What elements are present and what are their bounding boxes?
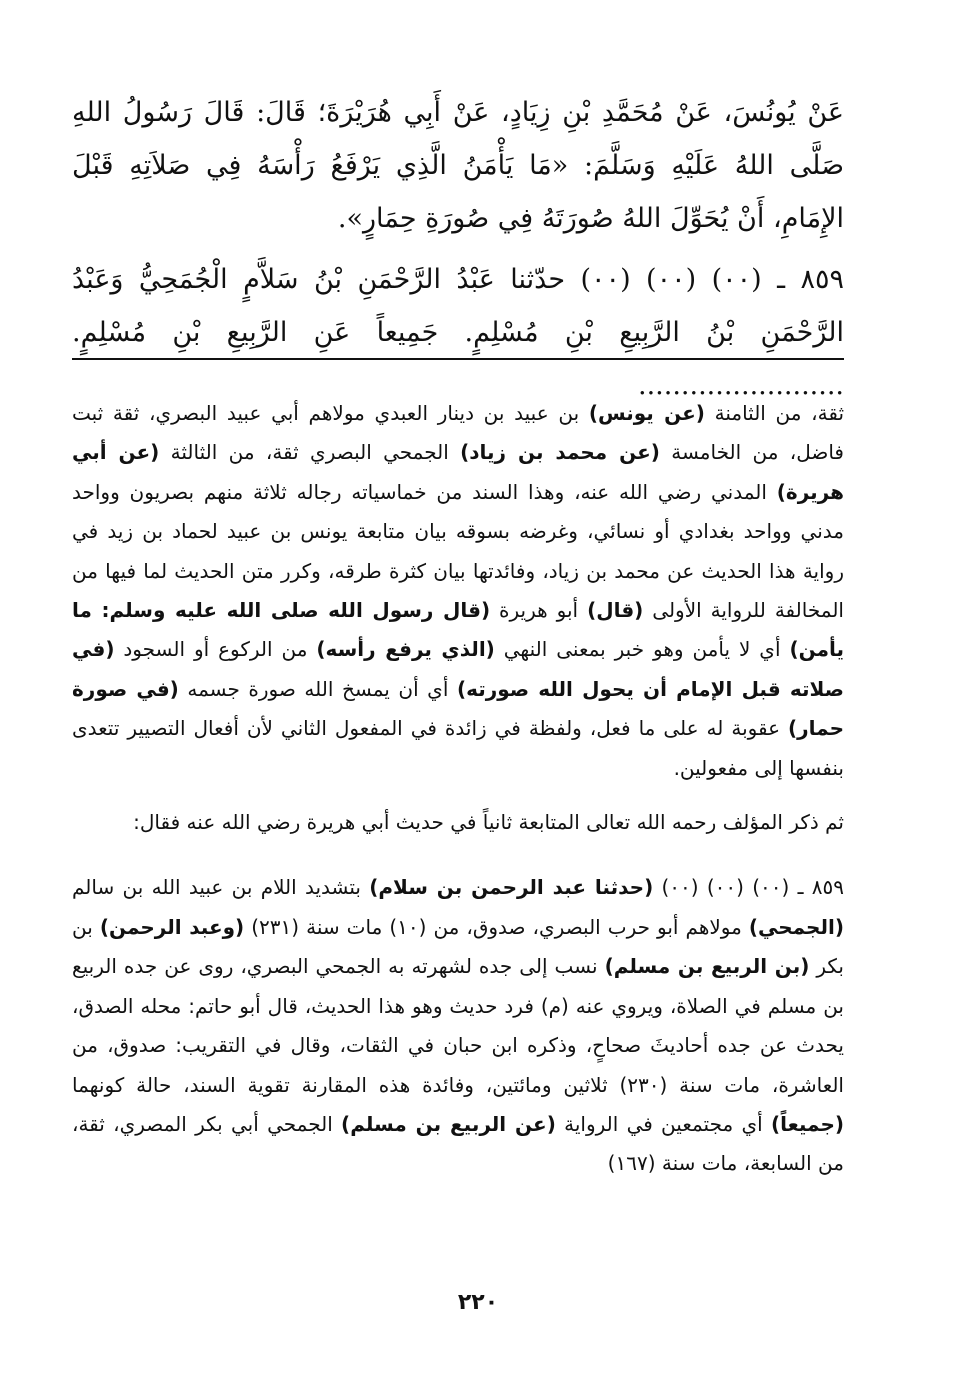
commentary-paragraph-2: ثم ذكر المؤلف رحمه الله تعالى المتابعة ثانياً في حديث أبي هريرة رضي الله عنه فقال: (133, 810, 844, 835)
commentary-text: أي أن يمسخ الله صورة جسمه (178, 676, 457, 701)
hadith-paragraph-2: ٨٥٩ ـ (٠٠) (٠٠) (٠٠) حدّثنا عَبْدُ الرَّحْمَنِ بْنُ سَلاَّمٍ الْجُمَحِيُّ وَعَبْدُ الرَّحْمَنِ بْنُ الرَّبِيعِ بْنِ مُسْلِمٍ. جَمِيعاً عَنِ الرَّبِيعِ بْنِ مُسْلِمٍ. ........................ (72, 264, 845, 401)
commentary-text: ثقة، من الثامنة (704, 401, 845, 425)
page-number: ٢٢٠ (457, 1290, 499, 1315)
commentary (72, 394, 844, 1199)
commentary-paragraph-1 (72, 394, 844, 788)
hadith-paragraph-1: عَنْ يُونُسَ، عَنْ مُحَمَّدِ بْنِ زِيَادٍ، عَنْ أَبِي هُرَيْرَةَ؛ قَالَ: قَالَ رَسُولُ اللهِ صَلَّى اللهُ عَلَيْهِ وَسَلَّمَ: «مَا يَأْمَنُ الَّذِي يَرْفَعُ رَأْسَهُ فِي صَلاَتِهِ قَبْلَ الإِمَامِ، أَنْ يُحَوِّلَ اللهُ صُورَتَهُ فِي صُورَةِ حِمَارٍ». (72, 97, 844, 234)
commentary-text: المدني رضي الله عنه، وهذا السند من خماسياته رجاله ثلاثة منهم بصريون وواحد مدني وواحد بغدادي أو نسائي، وغرضه بسوقه بيان متابعة يونس بن عبيد لحماد بن زيد في رواية هذا الحديث عن محمد بن زياد، وفائدتها بيان كثرة طرقه، وكرر متن الحديث لما فيها من المخالفة للرواية الأولى (72, 479, 844, 623)
bold-citation: (في صلاته قبل الإمام أن يحول الله صورته) (72, 637, 844, 701)
bold-citation: (بن الربيع بن مسلم) (604, 954, 810, 979)
bold-citation: (الذي يرفع رأسه) (316, 637, 495, 662)
commentary-text: نسب إلى جده لشهرته به الجمحي البصري، روى عن جده الربيع بن مسلم في الصلاة، ويروي عنه (م) فرد حديث وهو هذا الحديث، قال أبو حاتم: محله الصدق، يحدث عن جده أحاديثَ صحاحٍ، وذكره ابن حبان في الثقات، وقال في التقريب: صدوق، من العاشرة، مات سنة (٢٣٠) ثلاثين ومائتين، وفائدة هذه المقارنة تقوية السند، حالة كونهما (72, 954, 844, 1097)
commentary-text: أبو هريرة (490, 598, 588, 623)
commentary-text: بن عبيد بن دينار العبدي مولاهم أبي عبيد البصري، ثقة ثبت فاضل، من الخامسة (72, 401, 844, 465)
commentary-text: أي لا يأمن وهو خبر بمعنى النهي (494, 637, 790, 662)
bold-citation: (حدثنا عبد الرحمن بن سلام) (369, 875, 654, 900)
bold-citation: (قال) (587, 598, 644, 623)
commentary-text: ٨٥٩ ـ (٠٠) (٠٠) (٠٠) (653, 875, 844, 900)
footnote-divider (72, 358, 844, 360)
bold-citation: (عن أبي هريرة) (72, 440, 844, 504)
commentary-text: مولاهم أبو حرب البصري، صدوق، من (١٠) مات سنة (٢٣١) (244, 914, 749, 939)
bold-citation: (عن يونس) (588, 401, 705, 425)
commentary-text: بتشديد اللام بن عبيد الله بن سالم (72, 875, 370, 900)
bold-citation: (قال رسول الله صلى الله عليه وسلم: ما يأمن) (72, 598, 844, 662)
commentary-text: من الركوع أو السجود (114, 637, 317, 662)
bold-citation: (عن محمد بن زياد) (460, 440, 660, 465)
commentary-text: الجمحي أبي بكر المصري، ثقة، من السابعة، مات سنة (١٦٧) (72, 1111, 844, 1176)
commentary-text: أي مجتمعين في الرواية (555, 1111, 771, 1136)
bold-citation: (جميعاً) (770, 1111, 845, 1136)
bold-citation: (عن الربيع بن مسلم) (341, 1111, 556, 1136)
commentary-text: عقوبة له على ما فعل، ولفظة في زائدة في المفعول الثاني لأن أفعال التصيير تتعدى بنفسها إلى مفعولين. (72, 716, 844, 780)
commentary-text: الجمحي البصري ثقة، من الثالثة (159, 440, 461, 465)
bold-citation: (وعبد الرحمن) (99, 914, 245, 939)
bold-citation: (الجمحي) (748, 914, 844, 939)
commentary-paragraph-3 (72, 868, 844, 1183)
commentary-text: بن بكر (72, 914, 844, 979)
bold-citation: (في صورة حمار) (72, 676, 844, 741)
hadith-text (72, 86, 844, 420)
